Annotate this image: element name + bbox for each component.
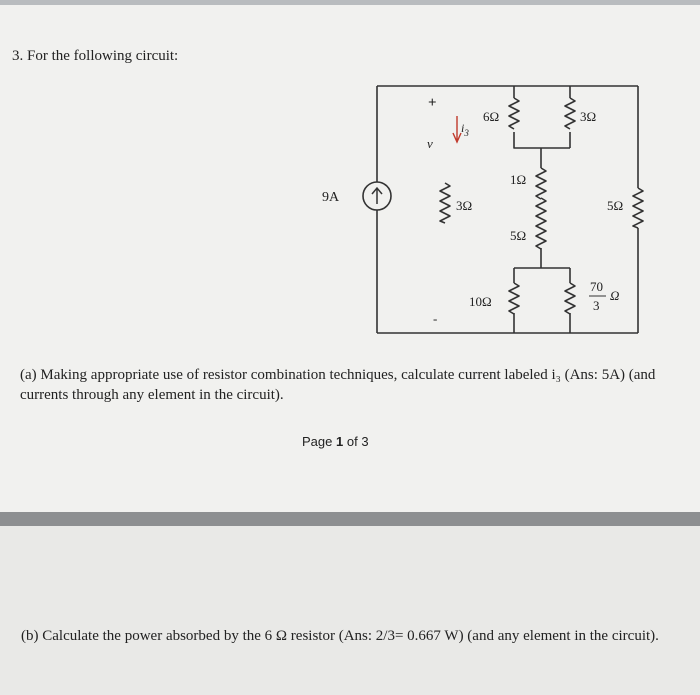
- r-5ohm-right-label: 5Ω: [607, 198, 624, 213]
- current-label: $i_3$: [461, 121, 469, 138]
- question-heading: 3. For the following circuit:: [12, 48, 179, 64]
- r-70-3-unit: Ω: [610, 288, 620, 303]
- r-70-3-numerator: 70: [590, 279, 603, 294]
- part-b-text: (b) Calculate the power absorbed by the 6 Ω resistor (Ans: 2/3= 0.667 W) (and any element in the circuit).: [21, 628, 659, 644]
- resistor-6ohm: [509, 98, 519, 129]
- r-1ohm-label: 1Ω: [510, 172, 527, 187]
- r-3ohm-left-label: 3Ω: [456, 198, 473, 213]
- resistor-70-3ohm: [565, 283, 575, 314]
- resistor-10ohm: [509, 283, 519, 314]
- r-6ohm-label: 6Ω: [483, 109, 500, 124]
- resistor-1ohm: [536, 168, 546, 199]
- r-5ohm-mid-label: 5Ω: [510, 228, 527, 243]
- r-70-3-denominator: 3: [593, 298, 600, 313]
- wire-6ohm-bottom: [514, 132, 570, 148]
- source-label: 9A: [322, 190, 340, 205]
- r-10ohm-label: 10Ω: [469, 294, 492, 309]
- resistor-3ohm-top: [565, 98, 575, 129]
- current-i3-arrow-icon: [453, 116, 461, 142]
- page-2: [0, 526, 700, 695]
- part-a-text: (a) Making appropriate use of resistor combination techniques, calculate current labeled i₃ (Ans: 5A) (and currents through any element in the circuit).: [20, 367, 656, 403]
- page-label: Page: [302, 434, 333, 449]
- page-separator: [0, 512, 700, 526]
- resistor-5ohm-mid: [536, 198, 546, 249]
- page-number: 1: [336, 434, 344, 449]
- page-indicator: [302, 434, 369, 449]
- resistor-3ohm-left: [440, 183, 450, 223]
- voltage-minus: -: [433, 311, 438, 326]
- r-3ohm-top-label: 3Ω: [580, 109, 597, 124]
- page-of: of 3: [346, 434, 369, 449]
- voltage-plus: +: [428, 95, 437, 111]
- resistor-5ohm-right: [633, 188, 643, 228]
- voltage-label: v: [427, 136, 433, 151]
